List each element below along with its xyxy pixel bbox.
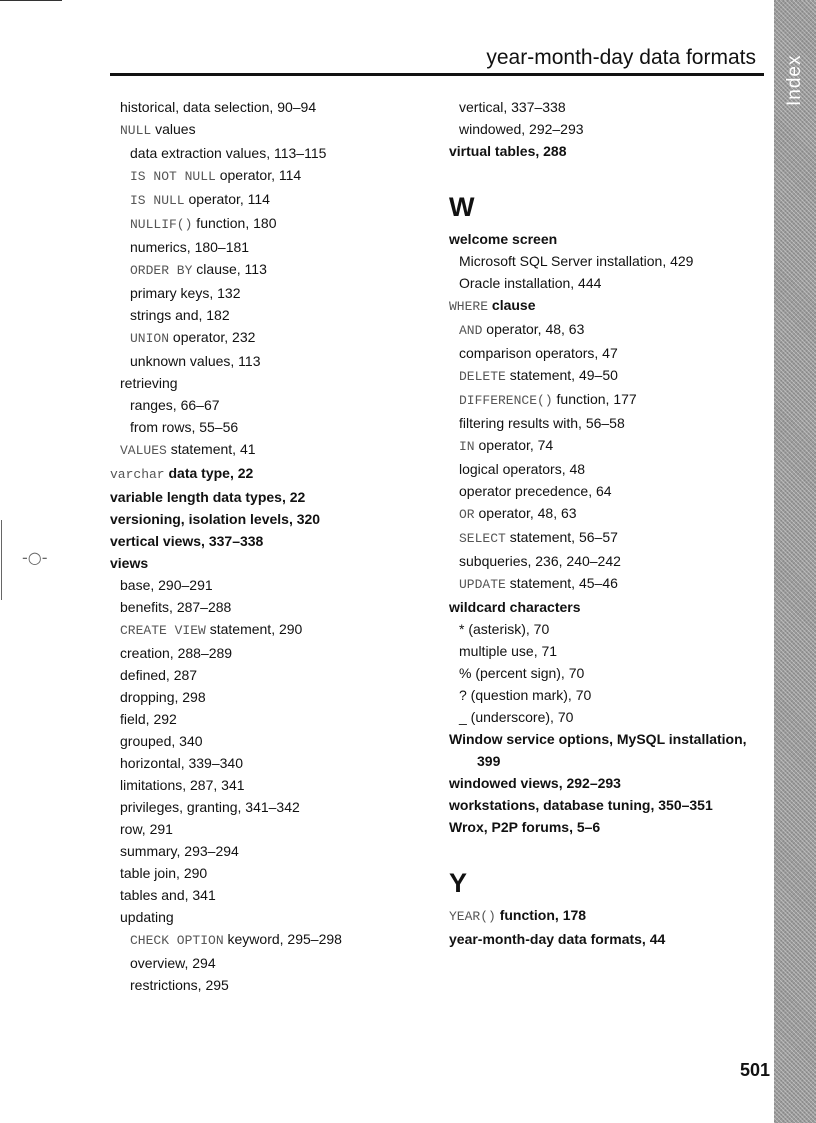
entry-text: welcome screen — [449, 231, 558, 247]
index-entry — [449, 816, 769, 838]
code-term: IS NULL — [130, 193, 185, 208]
index-entry — [449, 572, 769, 596]
index-entry — [449, 272, 769, 294]
index-entry — [449, 684, 769, 706]
entry-text: function, 177 — [552, 391, 637, 407]
running-head: year-month-day data formats — [486, 46, 756, 69]
entry-text: function, 178 — [495, 907, 587, 923]
entry-text: strings and, 182 — [130, 307, 230, 323]
index-entry — [110, 642, 440, 664]
code-term: CREATE VIEW — [120, 623, 206, 638]
index-side-tab — [774, 0, 816, 1123]
index-entry — [449, 342, 769, 364]
entry-text: _ (underscore), 70 — [459, 709, 574, 725]
index-entry — [110, 236, 440, 258]
index-entry — [110, 486, 440, 508]
entry-text: clause — [488, 297, 536, 313]
entry-text: limitations, 287, 341 — [120, 777, 245, 793]
entry-text: versioning, isolation levels, 320 — [110, 511, 321, 527]
index-entry — [110, 552, 440, 574]
entry-text: views — [110, 555, 149, 571]
index-entry — [110, 974, 440, 996]
index-entry — [110, 212, 440, 236]
index-entry — [449, 618, 769, 640]
index-entry — [110, 618, 440, 642]
code-term: ORDER BY — [130, 263, 193, 278]
index-entry — [110, 906, 440, 928]
entry-text: values — [151, 121, 196, 137]
index-entry — [110, 952, 440, 974]
index-entry — [449, 412, 769, 434]
entry-text: horizontal, 339–340 — [120, 755, 243, 771]
entry-text: data extraction values, 113–115 — [130, 145, 327, 161]
index-entry — [110, 416, 440, 438]
index-entry — [110, 928, 440, 952]
entry-text: virtual tables, 288 — [449, 143, 567, 159]
entry-text: statement, 290 — [205, 621, 303, 637]
index-entry — [449, 526, 769, 550]
index-entry — [110, 438, 440, 462]
entry-text: primary keys, 132 — [130, 285, 241, 301]
entry-text: windowed, 292–293 — [459, 121, 584, 137]
index-entry — [110, 774, 440, 796]
entry-text: tables and, 341 — [120, 887, 216, 903]
index-entry — [449, 794, 769, 816]
code-term: DELETE — [459, 369, 506, 384]
entry-text: operator, 232 — [169, 329, 256, 345]
index-entry — [110, 96, 440, 118]
entry-text: multiple use, 71 — [459, 643, 558, 659]
index-entry — [449, 640, 769, 662]
entry-text: numerics, 180–181 — [130, 239, 250, 255]
index-entry — [110, 142, 440, 164]
header-rule — [110, 73, 764, 76]
entry-text: restrictions, 295 — [130, 977, 229, 993]
section-letter: W — [449, 192, 475, 222]
index-entry — [449, 728, 769, 750]
entry-text: statement, 56–57 — [505, 529, 618, 545]
index-entry — [449, 662, 769, 684]
index-entry — [449, 294, 769, 318]
index-entry — [110, 258, 440, 282]
index-entry — [110, 508, 440, 530]
entry-text: logical operators, 48 — [459, 461, 586, 477]
code-term: CHECK OPTION — [130, 933, 224, 948]
entry-text: * (asterisk), 70 — [459, 621, 550, 637]
entry-text: statement, 49–50 — [505, 367, 618, 383]
code-term: SELECT — [459, 531, 506, 546]
index-entry — [449, 434, 769, 458]
entry-text: operator precedence, 64 — [459, 483, 612, 499]
entry-text: table join, 290 — [120, 865, 208, 881]
index-entry — [110, 304, 440, 326]
page-number: 501 — [740, 1060, 771, 1080]
entry-text: keyword, 295–298 — [223, 931, 342, 947]
entry-text: ? (question mark), 70 — [459, 687, 592, 703]
entry-text: windowed views, 292–293 — [449, 775, 621, 791]
index-entry — [110, 796, 440, 818]
entry-text: operator, 114 — [215, 167, 302, 183]
index-entry — [110, 862, 440, 884]
entry-text: clause, 113 — [192, 261, 267, 277]
index-entry — [110, 462, 440, 486]
entry-text: data type, 22 — [164, 465, 254, 481]
index-entry — [110, 664, 440, 686]
code-term: IN — [459, 439, 475, 454]
entry-text: vertical, 337–338 — [459, 99, 566, 115]
index-entry — [110, 818, 440, 840]
index-entry — [110, 686, 440, 708]
index-entry — [449, 706, 769, 728]
entry-text: creation, 288–289 — [120, 645, 233, 661]
entry-text: Microsoft SQL Server installation, 429 — [459, 253, 694, 269]
index-entry — [449, 250, 769, 272]
entry-text: Window service options, MySQL installation, — [449, 731, 747, 747]
entry-text: historical, data selection, 90–94 — [120, 99, 317, 115]
code-term: UNION — [130, 331, 170, 346]
code-term: NULL — [120, 123, 152, 138]
side-tab-label: Index — [784, 54, 805, 106]
index-entry — [449, 140, 769, 162]
entry-text: statement, 45–46 — [505, 575, 618, 591]
entry-text: Wrox, P2P forums, 5–6 — [449, 819, 601, 835]
entry-text: operator, 48, 63 — [482, 321, 585, 337]
entry-text: operator, 114 — [184, 191, 270, 207]
entry-text: comparison operators, 47 — [459, 345, 618, 361]
registration-mark-icon: -○- — [22, 548, 48, 567]
section-letter: Y — [449, 868, 468, 898]
index-entry — [110, 596, 440, 618]
index-entry — [110, 708, 440, 730]
index-entry — [110, 188, 440, 212]
code-term: IS NOT NULL — [130, 169, 216, 184]
index-entry — [449, 118, 769, 140]
entry-text: summary, 293–294 — [120, 843, 239, 859]
code-term: YEAR() — [449, 909, 496, 924]
code-term: NULLIF() — [130, 217, 193, 232]
index-entry — [449, 364, 769, 388]
index-entry — [110, 164, 440, 188]
entry-text: defined, 287 — [120, 667, 198, 683]
index-entry — [110, 372, 440, 394]
entry-text: overview, 294 — [130, 955, 216, 971]
index-entry — [449, 772, 769, 794]
entry-text: retrieving — [120, 375, 178, 391]
index-entry — [110, 326, 440, 350]
entry-text: year-month-day data formats, 44 — [449, 931, 666, 947]
index-entry — [110, 350, 440, 372]
entry-text: filtering results with, 56–58 — [459, 415, 625, 431]
index-entry — [449, 550, 769, 572]
index-entry — [110, 752, 440, 774]
code-term: WHERE — [449, 299, 489, 314]
entry-text: wildcard characters — [449, 599, 581, 615]
index-entry — [449, 904, 769, 928]
index-entry — [449, 458, 769, 480]
code-term: OR — [459, 507, 475, 522]
entry-text: ranges, 66–67 — [130, 397, 220, 413]
index-entry — [110, 394, 440, 416]
entry-text: from rows, 55–56 — [130, 419, 239, 435]
code-term: VALUES — [120, 443, 167, 458]
index-entry — [449, 596, 769, 618]
index-column-left — [110, 96, 440, 996]
index-entry — [110, 530, 440, 552]
index-entry — [449, 750, 769, 772]
index-entry — [110, 282, 440, 304]
code-term: AND — [459, 323, 483, 338]
entry-text: dropping, 298 — [120, 689, 206, 705]
entry-text: benefits, 287–288 — [120, 599, 232, 615]
entry-text: function, 180 — [192, 215, 277, 231]
index-entry — [449, 502, 769, 526]
entry-text: vertical views, 337–338 — [110, 533, 264, 549]
entry-text: % (percent sign), 70 — [459, 665, 585, 681]
entry-text: field, 292 — [120, 711, 177, 727]
index-entry — [110, 574, 440, 596]
index-entry — [449, 228, 769, 250]
entry-text: subqueries, 236, 240–242 — [459, 553, 621, 569]
index-column-right — [449, 96, 769, 950]
entry-text: workstations, database tuning, 350–351 — [449, 797, 713, 813]
entry-text: updating — [120, 909, 174, 925]
entry-text: operator, 74 — [474, 437, 554, 453]
code-term: varchar — [110, 467, 165, 482]
entry-text: operator, 48, 63 — [474, 505, 577, 521]
top-crop-rule — [0, 0, 62, 1]
entry-text: 399 — [477, 753, 501, 769]
entry-text: Oracle installation, 444 — [459, 275, 602, 291]
entry-text: privileges, granting, 341–342 — [120, 799, 300, 815]
entry-text: statement, 41 — [166, 441, 256, 457]
entry-text: grouped, 340 — [120, 733, 203, 749]
index-entry — [110, 884, 440, 906]
index-entry — [449, 318, 769, 342]
code-term: UPDATE — [459, 577, 506, 592]
entry-text: unknown values, 113 — [130, 353, 261, 369]
left-margin-line — [1, 520, 2, 600]
index-entry — [110, 118, 440, 142]
index-entry — [449, 388, 769, 412]
entry-text: row, 291 — [120, 821, 173, 837]
entry-text: base, 290–291 — [120, 577, 213, 593]
index-entry — [449, 480, 769, 502]
index-entry — [449, 96, 769, 118]
entry-text: variable length data types, 22 — [110, 489, 306, 505]
index-entry — [110, 840, 440, 862]
code-term: DIFFERENCE() — [459, 393, 553, 408]
index-entry — [110, 730, 440, 752]
index-entry — [449, 928, 769, 950]
